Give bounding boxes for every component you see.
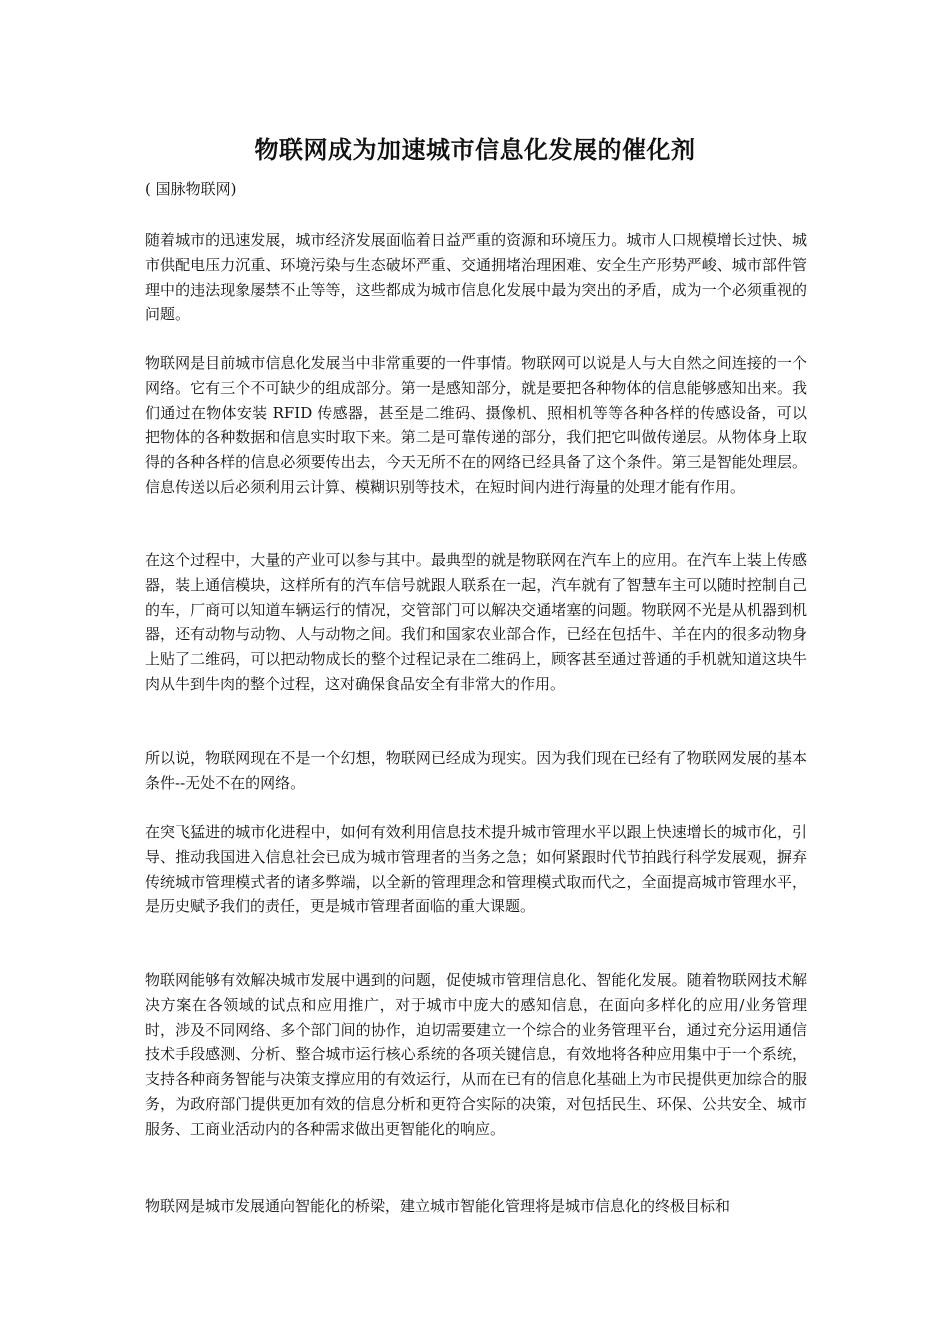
paragraph-4: 所以说，物联网现在不是一个幻想，物联网已经成为现实。因为我们现在已经有了物联网发展的基本条件--无处不在的网络。 <box>145 749 807 792</box>
document-source: ( 国脉物联网) <box>145 180 237 198</box>
paragraph-2: 物联网是目前城市信息化发展当中非常重要的一件事情。物联网可以说是人与大自然之间连接的一个网络。它有三个不可缺少的组成部分。第一是感知部分，就是要把各种物体的信息能够感知出来。我们通过在物体安装 RFID 传感器，甚至是二维码、摄像机、照相机等等各种各样的传感设备，可以把物体的各种数据和信息实时取下来。第二是可靠传递的部分，我们把它叫做传递层。从物体身上取得的各种各样的信息必须要传出去，今天无所不在的网络已经具备了这个条件。第三是智能处理层。信息传送以后必须利用云计算、模糊识别等技术，在短时间内进行海量的处理才能有作用。 <box>145 354 807 496</box>
document-title: 物联网成为加速城市信息化发展的催化剂 <box>254 135 696 164</box>
paragraph-5: 在突飞猛进的城市化进程中，如何有效利用信息技术提升城市管理水平以跟上快速增长的城市化，引导、推动我国进入信息社会已成为城市管理者的当务之急；如何紧跟时代节拍践行科学发展观，摒弃传统城市管理模式者的诸多弊端，以全新的管理理念和管理模式取而代之，全面提高城市管理水平，是历史赋予我们的责任，更是城市管理者面临的重大课题。 <box>145 823 807 916</box>
paragraph-7: 物联网是城市发展通向智能化的桥梁，建立城市智能化管理将是城市信息化的终极目标和 <box>145 1197 731 1215</box>
paragraph-1: 随着城市的迅速发展，城市经济发展面临着日益严重的资源和环境压力。城市人口规模增长过快、城市供配电压力沉重、环境污染与生态破坏严重、交通拥堵治理困难、安全生产形势严峻、城市部件管理中的违法现象屡禁不止等等，这些都成为城市信息化发展中最为突出的矛盾，成为一个必须重视的问题。 <box>145 231 807 324</box>
paragraph-3: 在这个过程中，大量的产业可以参与其中。最典型的就是物联网在汽车上的应用。在汽车上装上传感器，装上通信模块，这样所有的汽车信号就跟人联系在一起，汽车就有了智慧车主可以随时控制自己的车，厂商可以知道车辆运行的情况，交管部门可以解决交通堵塞的问题。物联网不光是从机器到机器，还有动物与动物、人与动物之间。我们和国家农业部合作，已经在包括牛、羊在内的很多动物身上贴了二维码，可以把动物成长的整个过程记录在二维码上，顾客甚至通过普通的手机就知道这块牛肉从牛到牛肉的整个过程，这对确保食品安全有非常大的作用。 <box>145 551 807 693</box>
paragraph-6: 物联网能够有效解决城市发展中遇到的问题，促使城市管理信息化、智能化发展。随着物联网技术解决方案在各领域的试点和应用推广，对于城市中庞大的感知信息，在面向多样化的应用/业务管理时，涉及不同网络、多个部门间的协作，迫切需要建立一个综合的业务管理平台，通过充分运用通信技术手段感测、分析、整合城市运行核心系统的各项关键信息，有效地将各种应用集中于一个系统，支持各种商务智能与决策支撑应用的有效运行，从而在已有的信息化基础上为市民提供更加综合的服务，为政府部门提供更加有效的信息分析和更符合实际的决策，对包括民生、环保、公共安全、城市服务、工商业活动内的各种需求做出更智能化的响应。 <box>145 971 807 1138</box>
